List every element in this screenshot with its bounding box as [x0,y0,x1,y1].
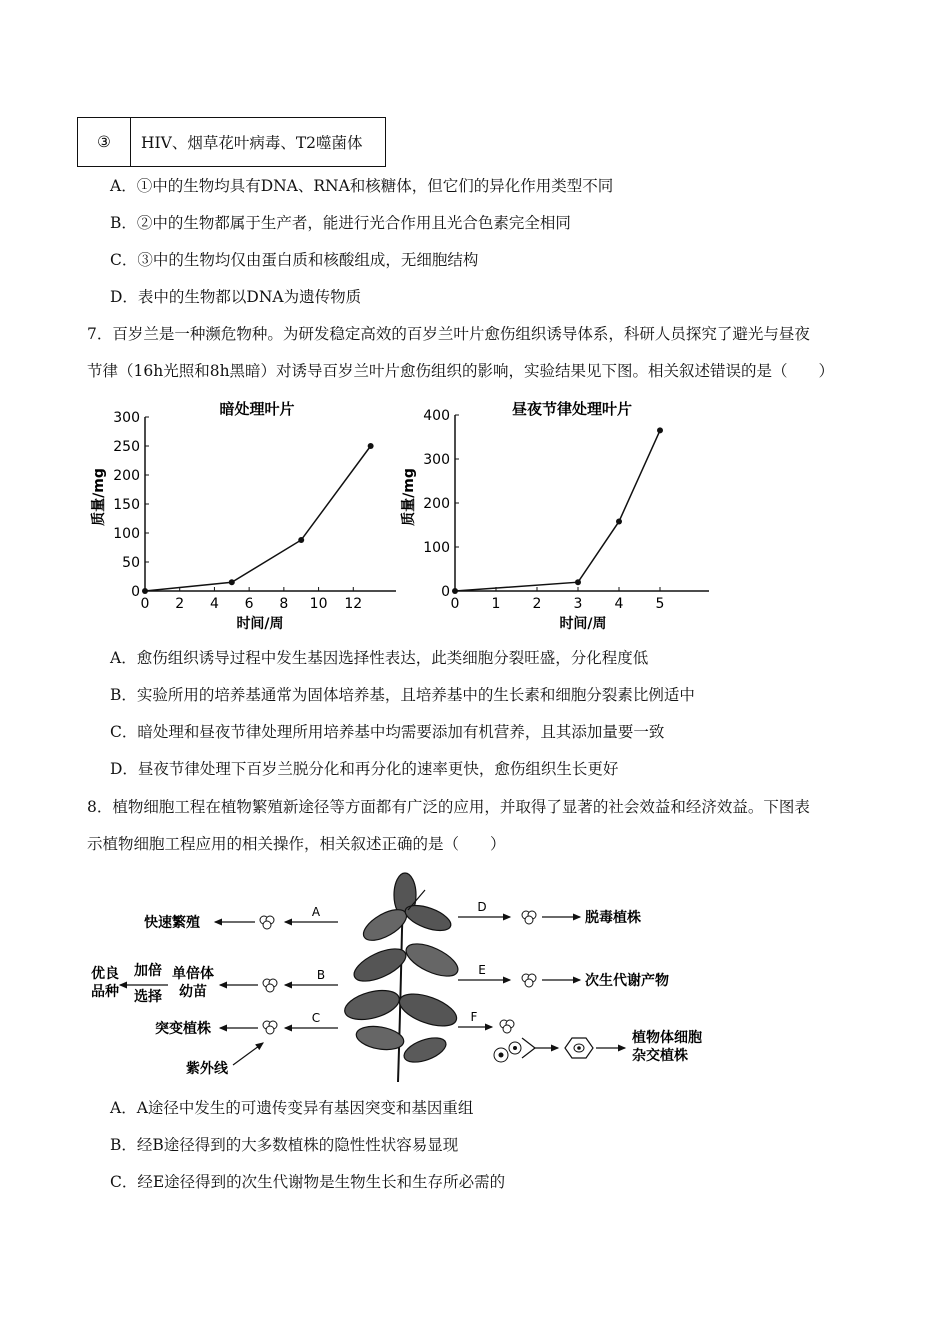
table-row-content: HIV、烟草花叶病毒、T2噬菌体 [131,118,386,167]
good-variety-label-1: 优良 [91,966,119,982]
c1-data-point [142,588,148,594]
cell-cluster-icon [263,1021,277,1034]
c1-data-point [368,443,374,449]
select-label: 选择 [134,989,162,1005]
cell-cluster-icon [522,974,536,987]
chart2-ylabel: 质量/mg [401,468,417,526]
c2-x-tick-label: 1 [491,596,501,612]
plant-cell-engineering-diagram [80,870,720,1085]
c1-x-tick-label: 0 [140,596,150,612]
c1-y-tick-label: 0 [131,584,140,600]
c2-x-tick-label: 4 [614,596,624,612]
virus-free-label: 脱毒植株 [585,910,641,926]
c1-y-tick-label: 300 [113,410,140,426]
c1-x-tick-label: 6 [244,596,254,612]
chart2-title: 昼夜节律处理叶片 [511,400,633,418]
haploid-label-1: 单倍体 [172,966,214,982]
c2-data-point [657,427,663,433]
mutant-plant-label: 突变植株 [155,1021,211,1037]
c1-y-tick-label: 150 [113,497,140,513]
chart-dark-treatment [85,392,405,637]
route-a-label: A [311,905,321,919]
c1-y-tick-label: 50 [122,555,140,571]
q8-stem-line1: 8．植物细胞工程在植物繁殖新途径等方面都有广泛的应用，并取得了显著的社会效益和经济效益。下图表 [87,798,810,816]
chart1-xlabel: 时间/周 [236,616,284,632]
c2-y-tick-label: 200 [423,496,450,512]
c2-x-tick-label: 2 [532,596,542,612]
route-e [458,963,669,989]
c1-y-tick-label: 250 [113,439,140,455]
route-b-label: B [316,968,326,982]
route-f-label: F [470,1010,478,1024]
q8-option-c: C．经E途径得到的次生代谢物是生物生长和生存所必需的 [110,1173,506,1191]
q7-option-a: A．愈伤组织诱导过程中发生基因选择性表达，此类细胞分裂旺盛，分化程度低 [110,649,649,667]
haploid-label-2: 幼苗 [179,984,207,1000]
q8-option-b: B．经B途径得到的大多数植株的隐性性状容易显现 [110,1136,459,1154]
cell-cluster-icon [500,1020,514,1033]
c2-y-tick-label: 100 [423,540,450,556]
c2-data-point [575,579,581,585]
c1-y-tick-label: 100 [113,526,140,542]
q6-option-a: A．①中的生物均具有DNA、RNA和核糖体，但它们的异化作用类型不同 [110,177,614,195]
fast-propagation-label: 快速繁殖 [144,915,200,931]
cell-cluster-icon [260,916,274,929]
good-variety-label-2: 品种 [91,984,119,1000]
hybrid-label-2: 杂交植株 [632,1048,688,1064]
q7-option-c: C．暗处理和昼夜节律处理所用培养基中均需要添加有机营养，且其添加量要一致 [110,723,665,741]
q7-stem-line1: 7．百岁兰是一种濒危物种。为研发稳定高效的百岁兰叶片愈伤组织诱导体系，科研人员探究了避光与昼夜 [87,325,810,343]
cell-cluster-icon [263,979,277,992]
protoplast-icon [494,1042,521,1062]
route-c-label: C [311,1011,321,1025]
q6-option-d: D．表中的生物都以DNA为遗传物质 [110,288,362,306]
chart2-xlabel: 时间/周 [559,616,607,632]
chart-rhythm-treatment [395,392,715,637]
chart1-points [142,443,374,594]
q7-option-b: B．实验所用的培养基通常为固体培养基，且培养基中的生长素和细胞分裂素比例适中 [110,686,695,704]
q8-stem-line2: 示植物细胞工程应用的相关操作，相关叙述正确的是（ ） [87,835,506,853]
organism-table [77,117,386,167]
chart2-axes [455,415,709,591]
c1-data-point [298,537,304,543]
chart1-ticks [113,410,362,612]
c2-y-tick-label: 400 [423,408,450,424]
chart1-series-line [145,446,371,591]
c1-x-tick-label: 12 [344,596,363,612]
chart1-ylabel: 质量/mg [91,468,107,526]
route-e-label: E [478,963,486,977]
uv-label: 紫外线 [186,1061,228,1077]
chart2-points [452,427,663,594]
table-row [78,118,386,167]
c2-x-tick-label: 5 [655,596,665,612]
c1-x-tick-label: 2 [175,596,185,612]
route-d [458,900,641,926]
q6-option-c: C．③中的生物均仅由蛋白质和核酸组成，无细胞结构 [110,251,479,269]
route-c [155,1011,338,1077]
c2-x-tick-label: 3 [573,596,583,612]
chart2-ticks [423,408,664,612]
double-label: 加倍 [134,963,162,979]
plant-illustration [342,873,463,1082]
route-f [458,1010,702,1064]
table-row-number: ③ [78,118,131,167]
c2-x-tick-label: 0 [450,596,460,612]
q8-option-a: A．A途径中发生的可遗传变异有基因突变和基因重组 [110,1099,474,1117]
route-a [144,905,338,931]
c1-data-point [229,579,235,585]
chart1-axes [145,417,396,591]
c2-data-point [452,588,458,594]
c1-x-tick-label: 8 [279,596,289,612]
chart1-title: 暗处理叶片 [219,400,295,418]
fused-cell-icon [565,1038,593,1058]
q7-stem-line2: 节律（16h光照和8h黑暗）对诱导百岁兰叶片愈伤组织的影响，实验结果见下图。相关叙述错误的是（ ） [87,362,835,380]
q6-option-b: B．②中的生物都属于生产者，能进行光合作用且光合色素完全相同 [110,214,571,232]
cell-cluster-icon [522,911,536,924]
c2-y-tick-label: 0 [441,584,450,600]
c1-y-tick-label: 200 [113,468,140,484]
c2-data-point [616,518,622,524]
secondary-metabolite-label: 次生代谢产物 [585,973,669,989]
chart2-series-line [455,430,660,591]
route-b [91,962,338,1005]
c1-x-tick-label: 10 [309,596,328,612]
route-d-label: D [477,900,487,914]
hybrid-label-1: 植物体细胞 [632,1030,702,1046]
c2-y-tick-label: 300 [423,452,450,468]
c1-x-tick-label: 4 [209,596,219,612]
q7-option-d: D．昼夜节律处理下百岁兰脱分化和再分化的速率更快，愈伤组织生长更好 [110,760,619,778]
